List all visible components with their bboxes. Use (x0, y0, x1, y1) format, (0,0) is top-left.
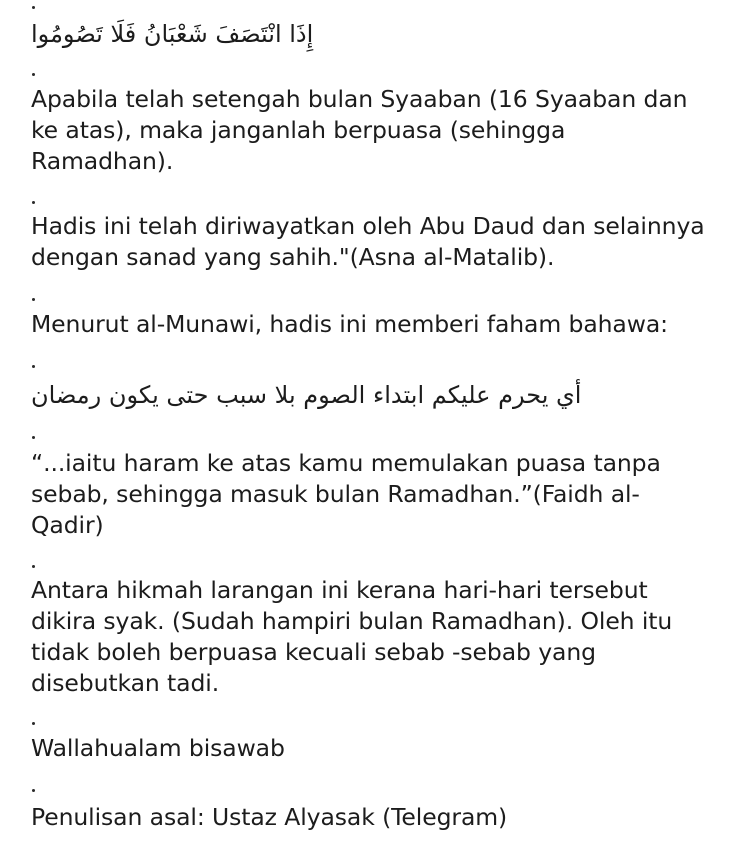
translation-line-1: Apabila telah setengah bulan Syaaban (16 Syaaban dan (31, 85, 688, 113)
translation-line-2: ke atas), maka janganlah berpuasa (sehingga (31, 116, 566, 144)
narration-line-2: dengan sanad yang sahih."(Asna al-Matalib). (31, 243, 555, 271)
separator-dot (32, 201, 35, 204)
separator-dot (32, 365, 35, 368)
wisdom-line-4: disebutkan tadi. (31, 669, 220, 697)
author-credit: Penulisan asal: Ustaz Alyasak (Telegram) (31, 803, 508, 831)
arabic-explanation: أي يحرم عليكم ابتداء الصوم بلا سبب حتى يكون رمضان (31, 381, 582, 409)
translation-line-3: Ramadhan). (31, 147, 174, 175)
separator-dot (32, 298, 35, 301)
separator-dot (32, 436, 35, 439)
explanation-line-3: Qadir) (31, 511, 104, 539)
closing-text: Wallahualam bisawab (31, 734, 285, 762)
munawi-intro: Menurut al-Munawi, hadis ini memberi faham bahawa: (31, 310, 668, 338)
arabic-hadith: إِذَا انْتَصَفَ شَعْبَانُ فَلَا تَصُومُوا (31, 20, 314, 48)
wisdom-line-2: dikira syak. (Sudah hampiri bulan Ramadhan). Oleh itu (31, 607, 673, 635)
narration-line-1: Hadis ini telah diriwayatkan oleh Abu Daud dan selainnya (31, 212, 705, 240)
separator-dot (32, 722, 35, 725)
explanation-line-2: sebab, sehingga masuk bulan Ramadhan.”(Faidh al- (31, 480, 640, 508)
wisdom-line-1: Antara hikmah larangan ini kerana hari-hari tersebut (31, 576, 648, 604)
separator-dot (32, 73, 35, 76)
separator-dot (32, 565, 35, 568)
wisdom-line-3: tidak boleh berpuasa kecuali sebab -sebab yang (31, 638, 596, 666)
separator-dot (32, 6, 35, 9)
explanation-line-1: “...iaitu haram ke atas kamu memulakan puasa tanpa (31, 449, 661, 477)
separator-dot (32, 789, 35, 792)
